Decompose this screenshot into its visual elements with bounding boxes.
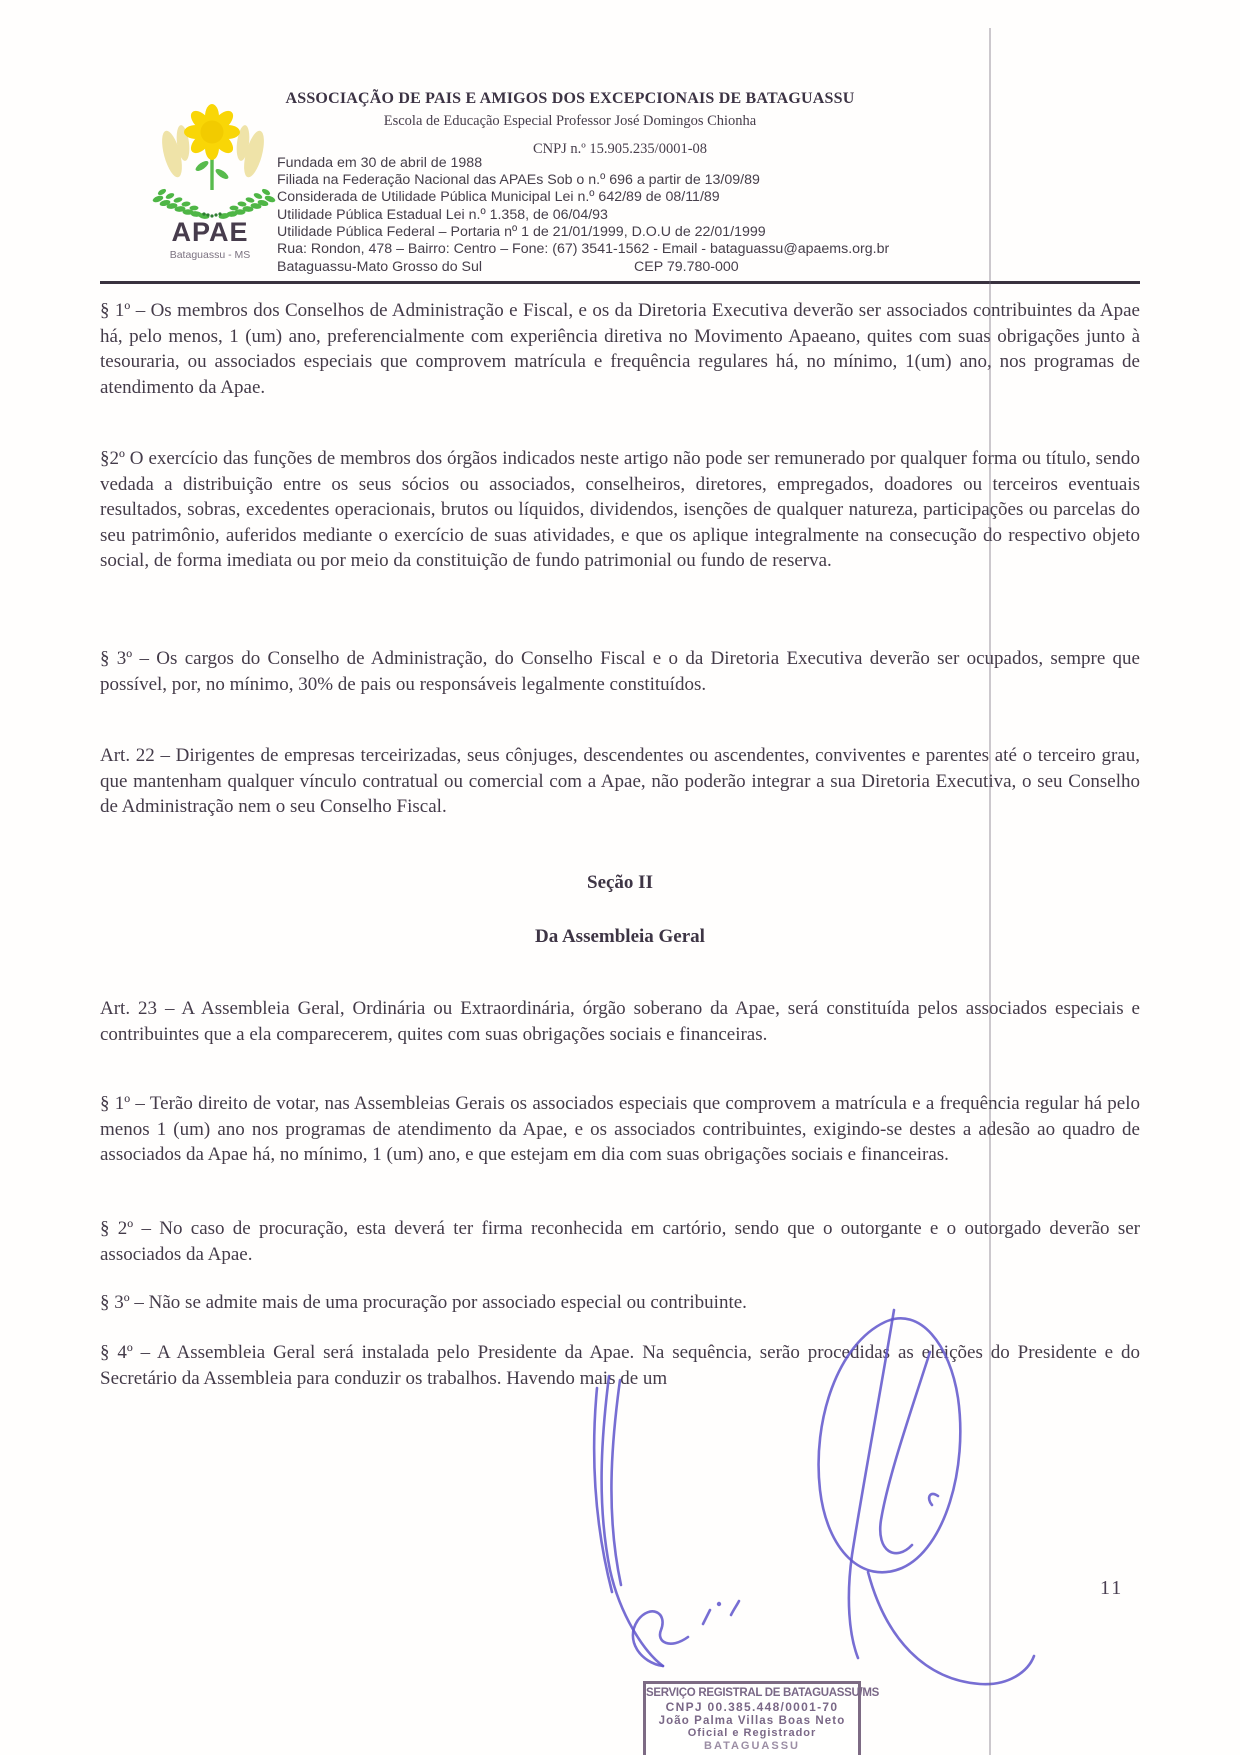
paragraph-art23-s4: § 4º – A Assembleia Geral será instalada pelo Presidente da Apae. Na sequência, serão procedidas as eleições do Presidente e do Secretário da Assembleia para conduzir os trabalhos. Havendo mais de um [100, 1342, 1140, 1389]
laurel-leaves [152, 188, 276, 220]
school-name: Escola de Educação Especial Professor José Domingos Chionha [383, 113, 757, 129]
info-municipal-law: Considerada de Utilidade Pública Municipal Lei n.º 642/89 de 08/11/89 [277, 189, 720, 206]
paragraph-art21-s2: §2º O exercício das funções de membros dos órgãos indicados neste artigo não pode ser remunerado por qualquer forma ou título, sendo vedada a distribuição entre os seus sócios ou associados, conselheiros, diretores, empregados, doadores ou terceiros eventuais resultados, sobras, excedentes operacionais, brutos ou líquidos, dividendos, isenções de qualquer natureza, participações ou parcelas do seu patrimônio, auferidos mediante o exercício de suas atividades, e que os aplique integralmente na consecução do respectivo objeto social, de forma imediata ou por meio da constituição de fundo patrimonial ou fundo de reserva. [100, 448, 1140, 571]
info-federal-law: Utilidade Pública Federal – Portaria nº 1 de 21/01/1999, D.O.U de 22/01/1999 [277, 223, 766, 240]
logo-acronym: APAE [171, 217, 249, 247]
info-state-law: Utilidade Pública Estadual Lei n.º 1.358, de 06/04/93 [277, 206, 608, 223]
cnpj-line: CNPJ n.º 15.905.235/0001-08 [532, 141, 708, 157]
logo-city-label: Bataguassu - MS [169, 249, 251, 261]
paragraph-art23-s3: § 3º – Não se admite mais de uma procuração por associado especial ou contribuinte. [100, 1292, 747, 1313]
paragraph-art23-s1: § 1º – Terão direito de votar, nas Assembleias Gerais os associados especiais que comprovem a matrícula e a frequência regular há pelo menos 1 (um) ano nos programas de atendimento da Apae, e os associados contribuintes, exigindo-se destes a adesão ao quadro de associados da Apae há, no mínimo, 1 (um) ano, e que estejam em dia com suas obrigações sociais e financeiras. [100, 1093, 1140, 1165]
paragraph-art23: Art. 23 – A Assembleia Geral, Ordinária ou Extraordinária, órgão soberano da Apae, será constituída pelos associados especiais e contribuintes que a ela comparecerem, quites com suas obrigações sociais e financeiras. [100, 998, 1140, 1045]
header-divider [100, 281, 1140, 284]
scan-fold-line [989, 28, 991, 1755]
stamp-registrar-title: Oficial e Registrador [687, 1727, 817, 1739]
signature-ink-center [540, 1360, 760, 1680]
city-state-label: Bataguassu-Mato Grosso do Sul [277, 259, 483, 275]
stamp-cnpj: CNPJ 00.385.448/0001-70 [665, 1700, 839, 1714]
page-number: 11 [1100, 1577, 1124, 1599]
paragraph-art23-s2: § 2º – No caso de procuração, esta deverá ter firma reconhecida em cartório, sendo que o outorgante e o outorgado deverão ser associados da Apae. [100, 1218, 1140, 1265]
info-federation: Filiada na Federação Nacional das APAEs Sob o n.º 696 a partir de 13/09/89 [277, 172, 760, 189]
stamp-office-name: SERVIÇO REGISTRAL DE BATAGUASSU/MS [646, 1687, 880, 1699]
org-title: ASSOCIAÇÃO DE PAIS E AMIGOS DOS EXCEPCIONAIS DE BATAGUASSU [285, 90, 855, 107]
stamp-city-partial: BATAGUASSU [704, 1740, 800, 1752]
info-founded: Fundada em 30 de abril de 1988 [277, 155, 483, 171]
paragraph-art22: Art. 22 – Dirigentes de empresas terceirizadas, seus cônjuges, descendentes ou ascendentes, conviventes e parentes até o terceiro grau, que mantenham qualquer vínculo contratual ou comercial com a Apae, não poderão integrar a sua Diretoria Executiva, o seu Conselho de Administração nem o seu Conselho Fiscal. [100, 745, 1140, 817]
cep-label: CEP 79.780-000 [634, 259, 739, 275]
registry-stamp [643, 1681, 880, 1755]
paragraph-art21-s3: § 3º – Os cargos do Conselho de Administração, do Conselho Fiscal e o da Diretoria Executiva deverão ser ocupados, sempre que possível, por, no mínimo, 30% de pais ou responsáveis legalmente constituídos. [100, 648, 1140, 695]
subsection-heading: Da Assembleia Geral [535, 926, 705, 947]
letterhead-info [277, 155, 997, 258]
paragraph-art21-s1: § 1º – Os membros dos Conselhos de Administração e Fiscal, e os da Diretoria Executiva deverão ser associados contribuintes da Apae há, pelo menos, 1 (um) ano, preferencialmente com experiência diretiva no Movimento Apaeano, quites com suas obrigações junto à tesouraria, ou associados especiais que comprovem matrícula e frequência regulares há, no mínimo, 1(um) ano, nos programas de atendimento da Apae. [100, 300, 1140, 398]
stamp-registrar-name: João Palma Villas Boas Neto [658, 1715, 846, 1727]
info-address: Rua: Rondon, 478 – Bairro: Centro – Fone: (67) 3541-1562 - Email - bataguassu@apaems.org.br [277, 241, 890, 258]
section-heading: Seção II [587, 872, 653, 893]
